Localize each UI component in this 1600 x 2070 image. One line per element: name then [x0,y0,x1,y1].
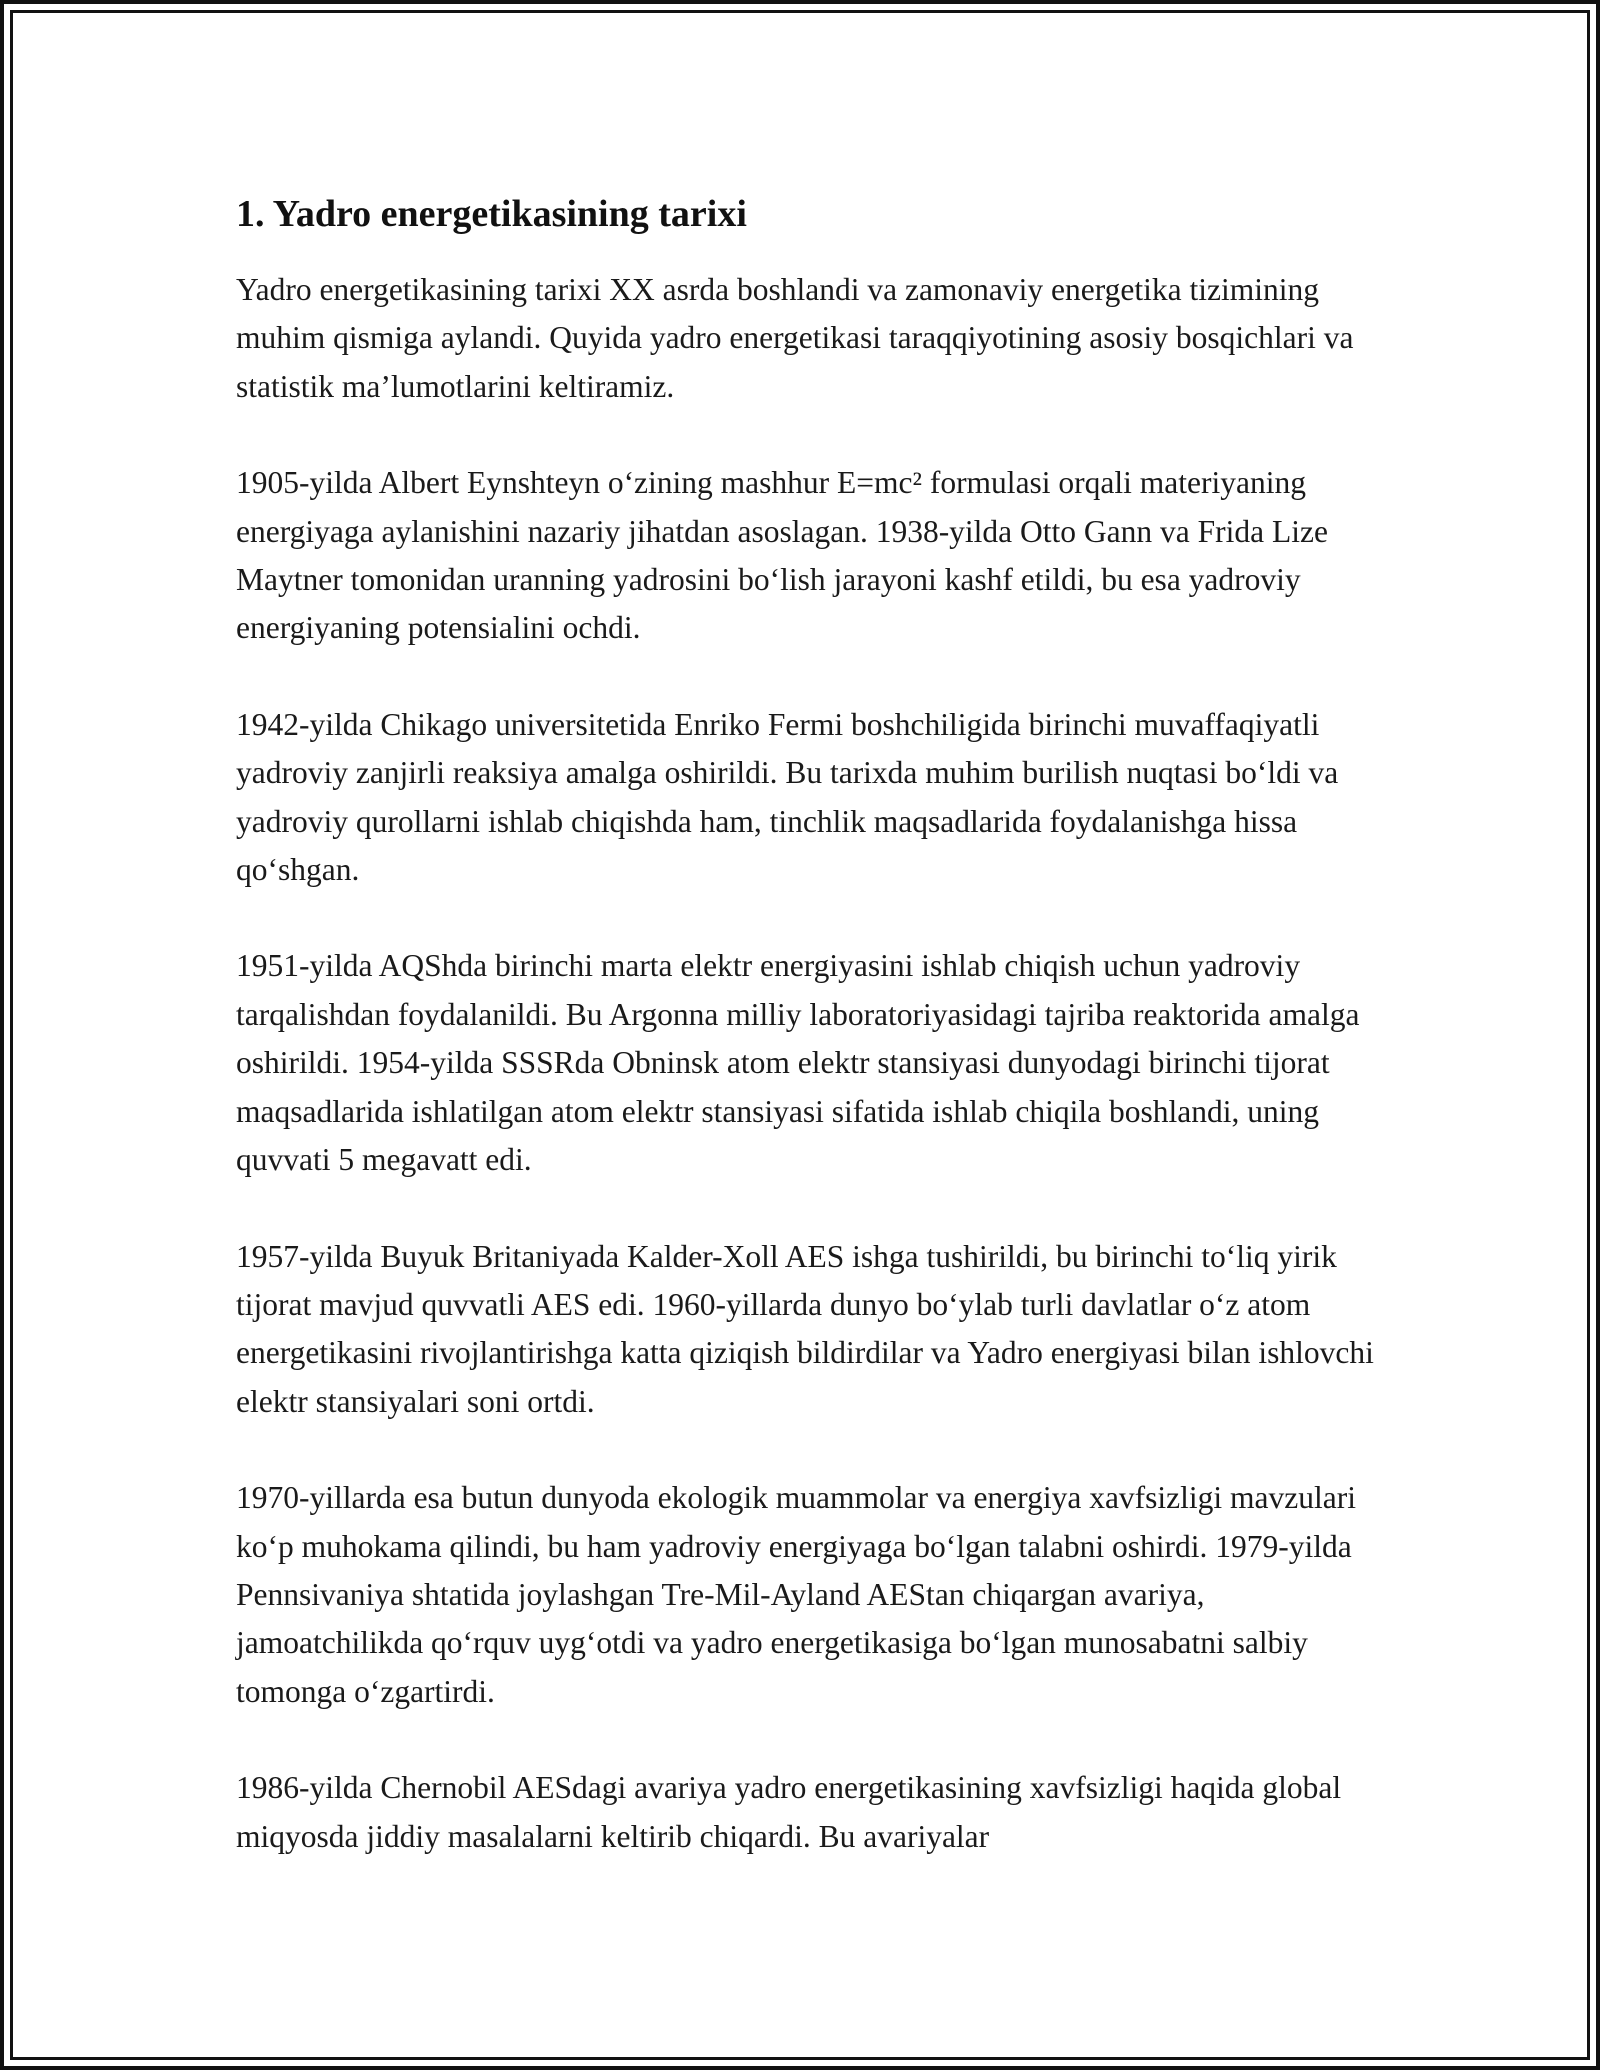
paragraph-1942: 1942-yilda Chikago universitetida Enriko Fermi boshchiligida birinchi muvaffaqiyatli yadroviy zanjirli reaksiya amalga oshirildi. Bu tarixda muhim burilish nuqtasi bo‘ldi va yadroviy qurollarni ishlab chiqishda ham, tinchlik maqsadlarida foydalanishga hissa qo‘shgan. [236,706,1339,888]
paragraph-1905: 1905-yilda Albert Eynshteyn o‘zining mashhur E=mc² formulasi orqali materiyaning energiyaga aylanishini nazariy jihatdan asoslagan. 1938-yilda Otto Gann va Frida Lize Maytner tomonidan uranning yadrosini bo‘lish jarayoni kashf etildi, bu esa yadroviy energiyaning potensialini ochdi. [236,465,1328,646]
paragraph-intro: Yadro energetikasining tarixi XX asrda boshlandi va zamonaviy energetika tizimining muhim qismiga aylandi. Quyida yadro energetikasi taraqqiyotining asosiy bosqichlari va statistik ma’lumotlarini keltiramiz. [236,272,1354,404]
paragraph-1970: 1970-yillarda esa butun dunyoda ekologik muammolar va energiya xavfsizligi mavzulari ko‘p muhokama qilindi, bu ham yadroviy energiyaga bo‘lgan talabni oshirdi. 1979-yilda Pennsivaniya shtatida joylashgan Tre-Mil-Ayland AEStan chiqargan avariya, jamoatchilikda qo‘rquv uyg‘otdi va yadro energetikasiga bo‘lgan munosabatni salbiy tomonga o‘zgartirdi. [236,1480,1356,1709]
document-body [236,188,1386,1909]
paragraph-1951: 1951-yilda AQShda birinchi marta elektr energiyasini ishlab chiqish uchun yadroviy tarqalishdan foydalanildi. Bu Argonna milliy laboratoriyasidagi tajriba reaktorida amalga oshirildi. 1954-yilda SSSRda Obninsk atom elektr stansiyasi dunyodagi birinchi tijorat maqsadlarida ishlatilgan atom elektr stansiyasi sifatida ishlab chiqila boshlandi, uning quvvati 5 megavatt edi. [236,948,1360,1178]
section-heading: 1. Yadro energetikasining tarixi [236,193,747,235]
paragraph-1986: 1986-yilda Chernobil AESdagi avariya yadro energetikasining xavfsizligi haqida global miqyosda jiddiy masalalarni keltirib chiqardi. Bu avariyalar [236,1770,1342,1854]
paragraph-1957: 1957-yilda Buyuk Britaniyada Kalder-Xoll AES ishga tushirildi, bu birinchi to‘liq yirik tijorat mavjud quvvatli AES edi. 1960-yillarda dunyo bo‘ylab turli davlatlar o‘z atom energetikasini rivojlantirishga katta qiziqish bildirdilar va Yadro energiyasi bilan ishlovchi elektr stansiyalari soni ortdi. [236,1238,1374,1419]
